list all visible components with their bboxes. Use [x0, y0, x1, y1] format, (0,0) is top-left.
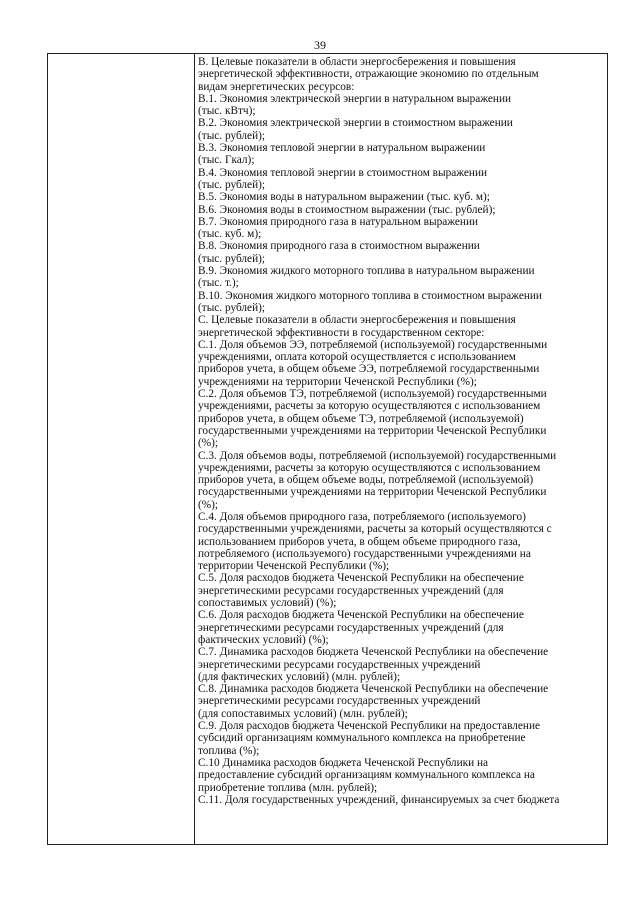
text-line: С.1. Доля объемов ЭЭ, потребляемой (используемой) государственными	[198, 338, 548, 351]
document-table	[47, 53, 608, 845]
text-line: В.7. Экономия природного газа в натуральном выражении	[198, 215, 479, 228]
text-line: В.4. Экономия тепловой энергии в стоимостном выражении	[198, 166, 488, 179]
text-line: государственными учреждениями на территории Чеченской Республики	[198, 424, 547, 437]
text-line: использованием приборов учета, в общем объеме природного газа,	[198, 535, 521, 548]
text-line: (%);	[198, 498, 219, 511]
text-line: В. Целевые показатели в области энергосбережения и повышения	[198, 56, 516, 68]
text-line: топлива (%);	[198, 744, 260, 757]
text-line: С.4. Доля объемов природного газа, потребляемого (используемого)	[198, 510, 526, 523]
text-line: фактических условий) (%);	[198, 633, 329, 646]
text-line: В.10. Экономия жидкого моторного топлива в стоимостном выражении	[198, 289, 542, 302]
text-line: С. Целевые показатели в области энергосбережения и повышения	[198, 314, 516, 327]
text-line: (тыс. рублей);	[198, 129, 266, 142]
page-number: 39	[314, 38, 326, 52]
text-line: энергетическими ресурсами государственных учреждений	[198, 658, 481, 671]
text-line: С.10 Динамика расходов бюджета Чеченской Республики на	[198, 756, 489, 769]
text-line: С.8. Динамика расходов бюджета Чеченской Республики на обеспечение	[198, 683, 549, 696]
text-line: энергетической эффективности, отражающие экономию по отдельным	[198, 68, 539, 81]
text-line: приборов учета, в общем объеме воды, потребляемой (используемой)	[198, 474, 534, 487]
text-line: (тыс. рублей);	[198, 301, 266, 314]
text-line: С.2. Доля объемов ТЭ, потребляемой (используемой) государственными	[198, 388, 547, 401]
text-line: (тыс. рублей);	[198, 252, 266, 265]
text-line: учреждениями, оплата которой осуществляется с использованием	[198, 351, 516, 364]
text-line: В.5. Экономия воды в натуральном выражении (тыс. куб. м);	[198, 191, 490, 204]
text-line: энергетическими ресурсами государственных учреждений (для	[198, 584, 504, 597]
text-line: потребляемого (используемого) государственными учреждениями на	[198, 547, 531, 560]
text-line: энергетическими ресурсами государственных учреждений (для	[198, 621, 504, 634]
text-line: предоставление субсидий организациям коммунального комплекса на	[198, 769, 535, 782]
text-line: приобретение топлива (млн. рублей);	[198, 781, 378, 794]
text-line: (тыс. Гкал);	[198, 154, 255, 167]
text-line: С.11. Доля государственных учреждений, финансируемых за счет бюджета	[198, 793, 560, 806]
empty-left-cell	[48, 54, 195, 844]
text-line: (%);	[198, 437, 219, 450]
text-line: приборов учета, в общем объеме ЭЭ, потребляемой государственными	[198, 363, 540, 376]
text-line: учреждениями на территории Чеченской Республики (%);	[198, 375, 477, 388]
text-line: учреждениями, расчеты за которую осуществляются с использованием	[198, 461, 541, 474]
text-line: С.5. Доля расходов бюджета Чеченской Республики на обеспечение	[198, 572, 524, 585]
text-line: С.7. Динамика расходов бюджета Чеченской Республики на обеспечение	[198, 646, 549, 659]
text-line: В.9. Экономия жидкого моторного топлива в натуральном выражении	[198, 265, 535, 278]
text-line: энергетической эффективности в государственном секторе:	[198, 326, 485, 339]
text-line: (тыс. кВтч);	[198, 105, 256, 118]
text-line: субсидий организациям коммунального комплекса на приобретение	[198, 732, 526, 745]
text-line: (для сопоставимых условий) (млн. рублей);	[198, 707, 408, 720]
text-line: (тыс. т.);	[198, 277, 239, 290]
text-line: (тыс. куб. м);	[198, 228, 262, 241]
text-line: В.6. Экономия воды в стоимостном выражении (тыс. рублей);	[198, 203, 496, 216]
text-line: В.1. Экономия электрической энергии в натуральном выражении	[198, 92, 512, 105]
text-line: С.9. Доля расходов бюджета Чеченской Республики на предоставление	[198, 720, 541, 733]
text-line: В.8. Экономия природного газа в стоимостном выражении	[198, 240, 480, 253]
text-line: В.2. Экономия электрической энергии в стоимостном выражении	[198, 117, 513, 130]
text-line: С.6. Доля расходов бюджета Чеченской Республики на обеспечение	[198, 609, 524, 622]
text-line: (для фактических условий) (млн. рублей);	[198, 670, 401, 683]
text-line: приборов учета, в общем объеме ТЭ, потребляемой (используемой)	[198, 412, 524, 425]
text-line: государственными учреждениями на территории Чеченской Республики	[198, 486, 547, 499]
text-line: В.3. Экономия тепловой энергии в натуральном выражении	[198, 142, 486, 155]
indicators-text-cell	[195, 54, 607, 844]
text-line: территории Чеченской Республики (%);	[198, 560, 390, 573]
text-line: (тыс. рублей);	[198, 178, 266, 191]
text-line: видам энергетических ресурсов:	[198, 80, 355, 93]
text-line: учреждениями, расчеты за которую осуществляются с использованием	[198, 400, 541, 413]
text-line: энергетическими ресурсами государственных учреждений	[198, 695, 481, 708]
text-line: сопоставимых условий) (%);	[198, 597, 337, 610]
text-line: государственными учреждениями, расчеты за который осуществляются с	[198, 523, 552, 536]
text-line: С.3. Доля объемов воды, потребляемой (используемой) государственными	[198, 449, 557, 462]
